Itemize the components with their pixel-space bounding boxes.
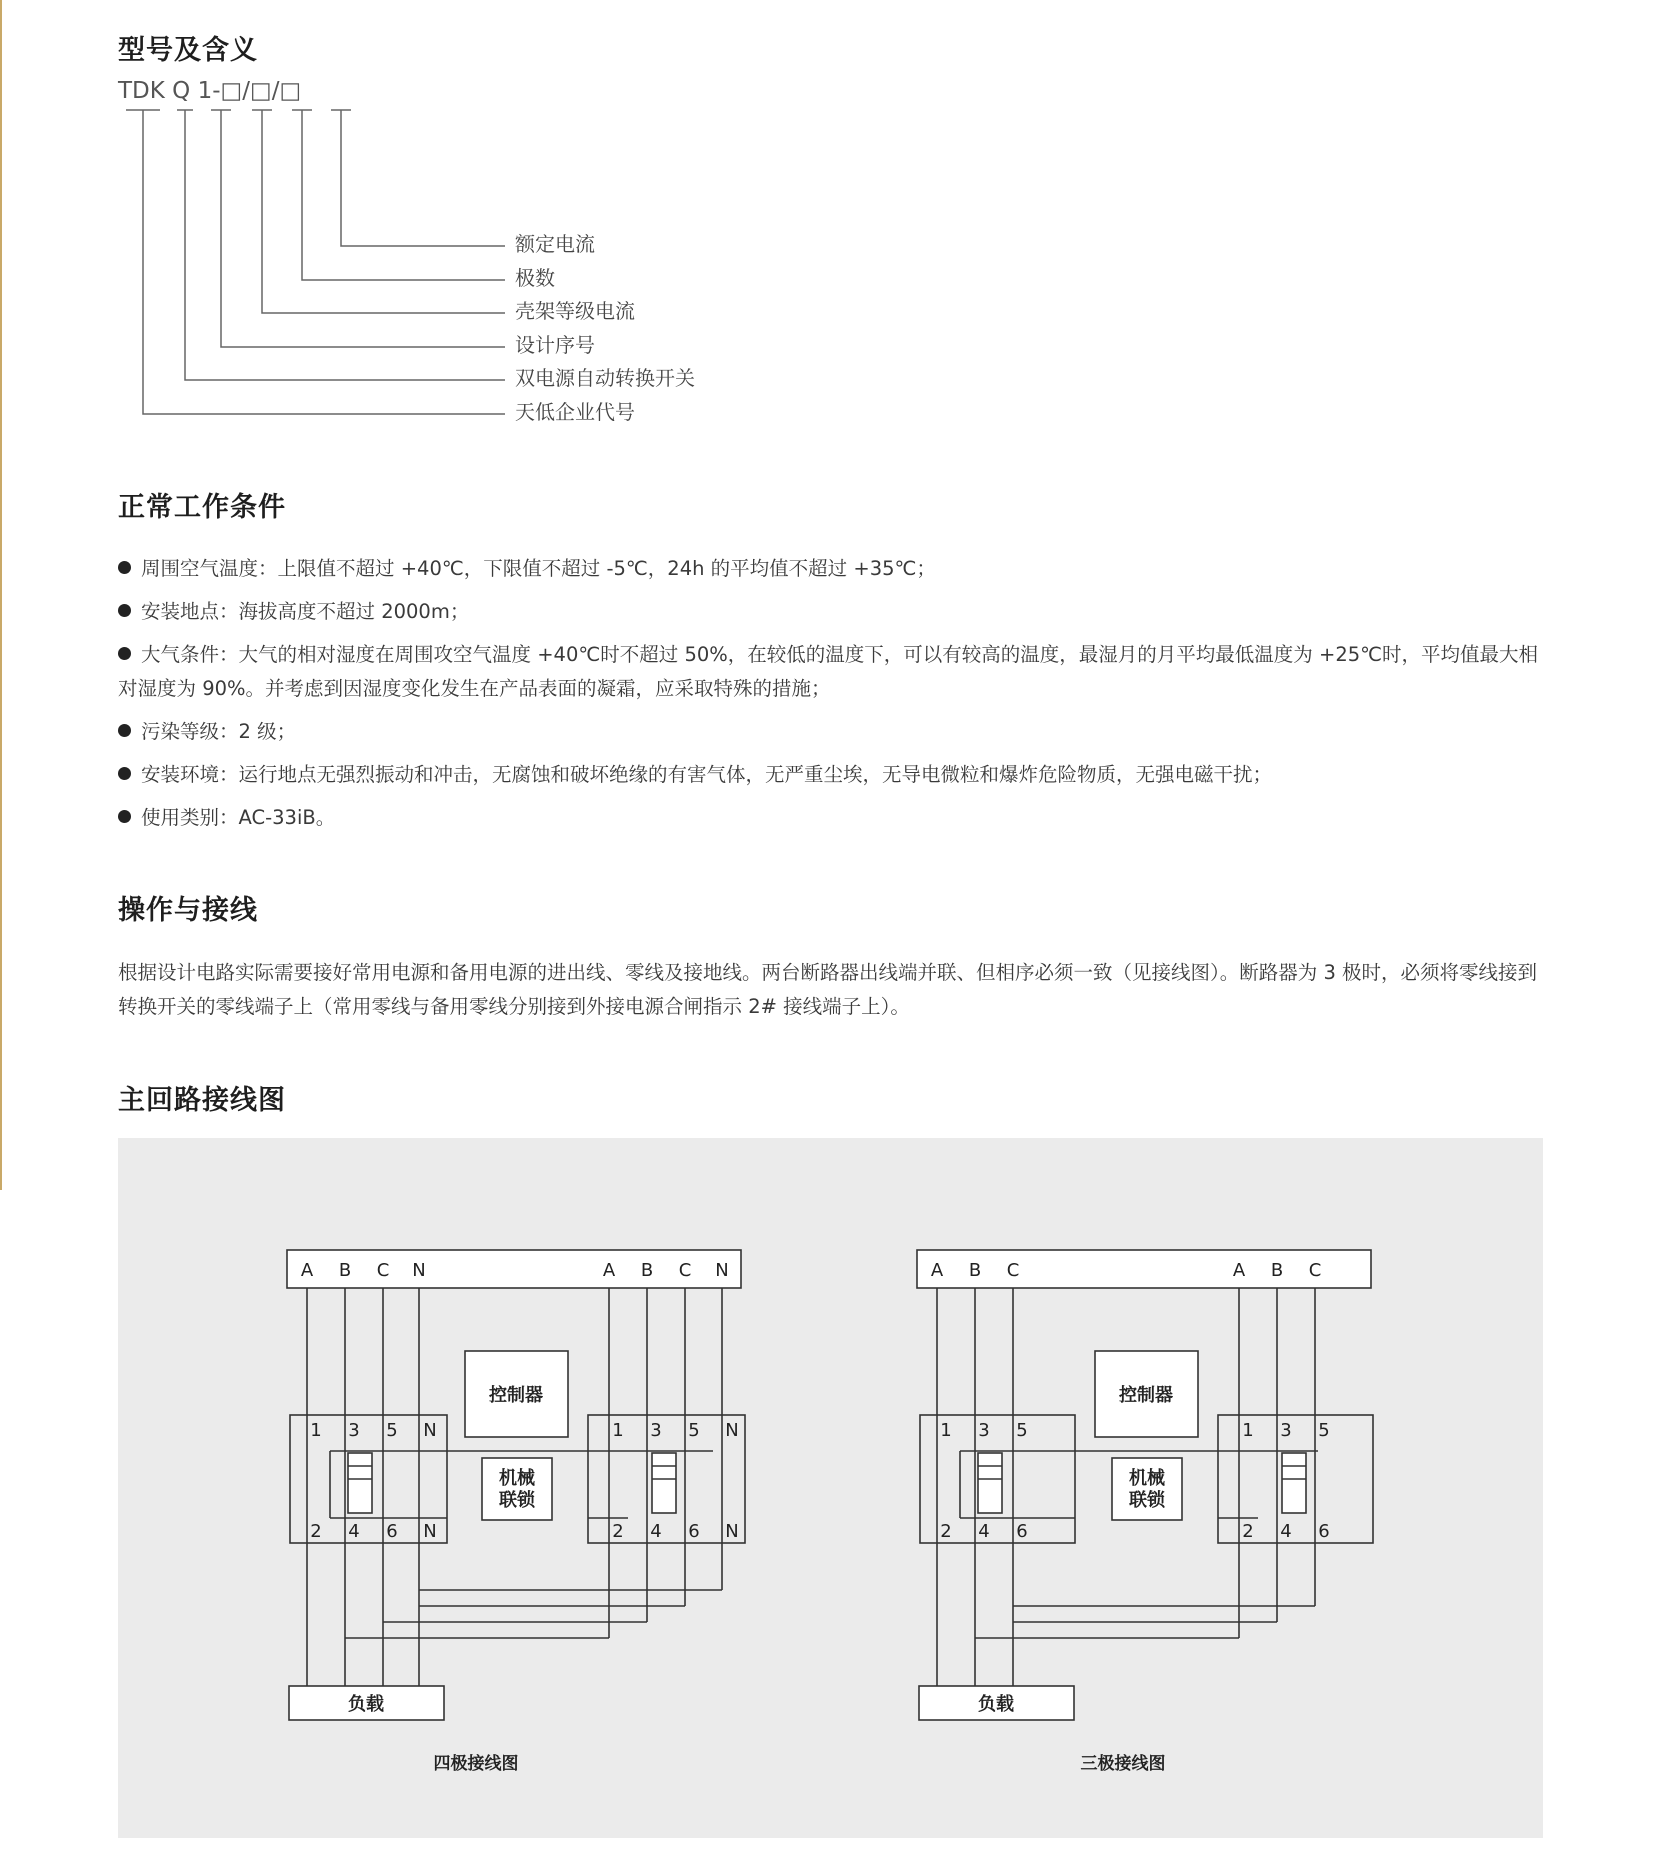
wiring-diagrams-svg — [118, 1138, 1543, 1838]
four-pole-terminal: N — [423, 1420, 437, 1441]
four-pole-src-left-b: B — [338, 1260, 352, 1281]
meaning-poles: 极数 — [515, 266, 555, 290]
three-pole-interlock-label-1: 机械 — [1129, 1468, 1165, 1489]
four-pole-terminal: 6 — [688, 1521, 700, 1542]
three-pole-handle-right — [1282, 1453, 1306, 1513]
bullet-icon — [118, 561, 131, 574]
meaning-company-code: 天低企业代号 — [515, 400, 635, 424]
three-pole-terminal: 2 — [940, 1521, 952, 1542]
list-item: 大气条件：大气的相对湿度在周围攻空气温度 +40℃时不超过 50%，在较低的温度下，可以有较高的温度，最湿月的月平均最低温度为 +25℃时，平均值最大相对湿度为 90%。并考虑到因湿度变化发生在产品表面的凝霜，应采取特殊的措施； — [118, 643, 1539, 700]
list-item: 安装环境：运行地点无强烈振动和冲击，无腐蚀和破坏绝缘的有害气体，无严重尘埃，无导电微粒和爆炸危险物质，无强电磁干扰； — [118, 758, 1543, 792]
three-pole-terminal: 5 — [1016, 1420, 1028, 1441]
three-pole-interlock-label-2: 联锁 — [1129, 1490, 1165, 1511]
wiring-diagram-panel — [118, 1138, 1543, 1838]
three-pole-terminal: 4 — [978, 1521, 990, 1542]
four-pole-terminal: 6 — [386, 1521, 398, 1542]
four-pole-terminal: 2 — [612, 1521, 624, 1542]
bullet-icon — [118, 810, 131, 823]
four-pole-handle-left — [348, 1453, 372, 1513]
three-pole-caption: 三极接线图 — [1080, 1754, 1166, 1774]
three-pole-controller-label: 控制器 — [1119, 1385, 1173, 1406]
three-pole-terminal: 6 — [1318, 1521, 1330, 1542]
bullet-icon — [118, 604, 131, 617]
list-item: 使用类别：AC-33iB。 — [118, 801, 1543, 835]
four-pole-terminal: 4 — [348, 1521, 360, 1542]
section-title-wiring: 主回路接线图 — [118, 1085, 286, 1116]
list-item: 污染等级：2 级； — [118, 715, 1543, 749]
four-pole-src-left-c: C — [376, 1260, 390, 1281]
bullet-icon — [118, 767, 131, 780]
four-pole-terminal: N — [725, 1521, 739, 1542]
model-code: TDK Q 1-□/□/□ — [118, 78, 302, 104]
four-pole-src-right-a: A — [602, 1260, 616, 1281]
four-pole-caption: 四极接线图 — [433, 1754, 519, 1774]
four-pole-interlock-label-2: 联锁 — [499, 1490, 535, 1511]
three-pole-terminal: 3 — [1280, 1420, 1292, 1441]
four-pole-terminal: 3 — [348, 1420, 360, 1441]
three-pole-src-left-c: C — [1006, 1260, 1020, 1281]
meaning-ats: 双电源自动转换开关 — [515, 366, 695, 390]
three-pole-src-left-a: A — [930, 1260, 944, 1281]
four-pole-src-left-n: N — [412, 1260, 426, 1281]
four-pole-source-bar — [287, 1250, 741, 1288]
four-pole-interlock-label-1: 机械 — [499, 1468, 535, 1489]
meaning-frame-current: 壳架等级电流 — [515, 299, 635, 323]
three-pole-load-label: 负载 — [978, 1694, 1014, 1715]
three-pole-terminal: 2 — [1242, 1521, 1254, 1542]
section-title-operation: 操作与接线 — [118, 895, 258, 926]
four-pole-load-label: 负载 — [348, 1694, 384, 1715]
list-item: 安装地点：海拔高度不超过 2000m； — [118, 595, 1543, 629]
three-pole-terminal: 1 — [940, 1420, 952, 1441]
four-pole-controller-label: 控制器 — [489, 1385, 543, 1406]
four-pole-terminal: 1 — [612, 1420, 624, 1441]
operation-paragraph: 根据设计电路实际需要接好常用电源和备用电源的进出线、零线及接地线。两台断路器出线端并联、但相序必须一致（见接线图）。断路器为 3 极时，必须将零线接到转换开关的零线端子上（常用零线与备用零线分别接到外接电源合闸指示 2# 接线端子上）。 — [118, 961, 1538, 1018]
four-pole-terminal: 5 — [688, 1420, 700, 1441]
four-pole-terminal: 2 — [310, 1521, 322, 1542]
bullet-icon — [118, 724, 131, 737]
three-pole-src-left-b: B — [968, 1260, 982, 1281]
three-pole-src-right-a: A — [1232, 1260, 1246, 1281]
conditions-list — [118, 552, 1543, 844]
three-pole-src-right-c: C — [1308, 1260, 1322, 1281]
four-pole-src-left-a: A — [300, 1260, 314, 1281]
three-pole-terminal: 4 — [1280, 1521, 1292, 1542]
three-pole-terminal: 6 — [1016, 1521, 1028, 1542]
three-pole-source-bar — [917, 1250, 1371, 1288]
four-pole-terminal: 4 — [650, 1521, 662, 1542]
four-pole-src-right-c: C — [678, 1260, 692, 1281]
section-title-conditions: 正常工作条件 — [118, 492, 286, 523]
four-pole-handle-right — [652, 1453, 676, 1513]
four-pole-src-right-b: B — [640, 1260, 654, 1281]
meaning-rated-current: 额定电流 — [515, 232, 595, 256]
four-pole-src-right-n: N — [715, 1260, 729, 1281]
bullet-icon — [118, 647, 131, 660]
three-pole-handle-left — [978, 1453, 1002, 1513]
three-pole-src-right-b: B — [1270, 1260, 1284, 1281]
list-item: 周围空气温度：上限值不超过 +40℃，下限值不超过 -5℃，24h 的平均值不超过 +35℃； — [118, 552, 1543, 586]
four-pole-terminal: 5 — [386, 1420, 398, 1441]
four-pole-terminal: N — [423, 1521, 437, 1542]
meaning-design-serial: 设计序号 — [515, 333, 595, 357]
four-pole-terminal: 3 — [650, 1420, 662, 1441]
three-pole-terminal: 1 — [1242, 1420, 1254, 1441]
four-pole-terminal: N — [725, 1420, 739, 1441]
three-pole-terminal: 5 — [1318, 1420, 1330, 1441]
three-pole-terminal: 3 — [978, 1420, 990, 1441]
section-title-model: 型号及含义 — [118, 35, 258, 66]
four-pole-terminal: 1 — [310, 1420, 322, 1441]
